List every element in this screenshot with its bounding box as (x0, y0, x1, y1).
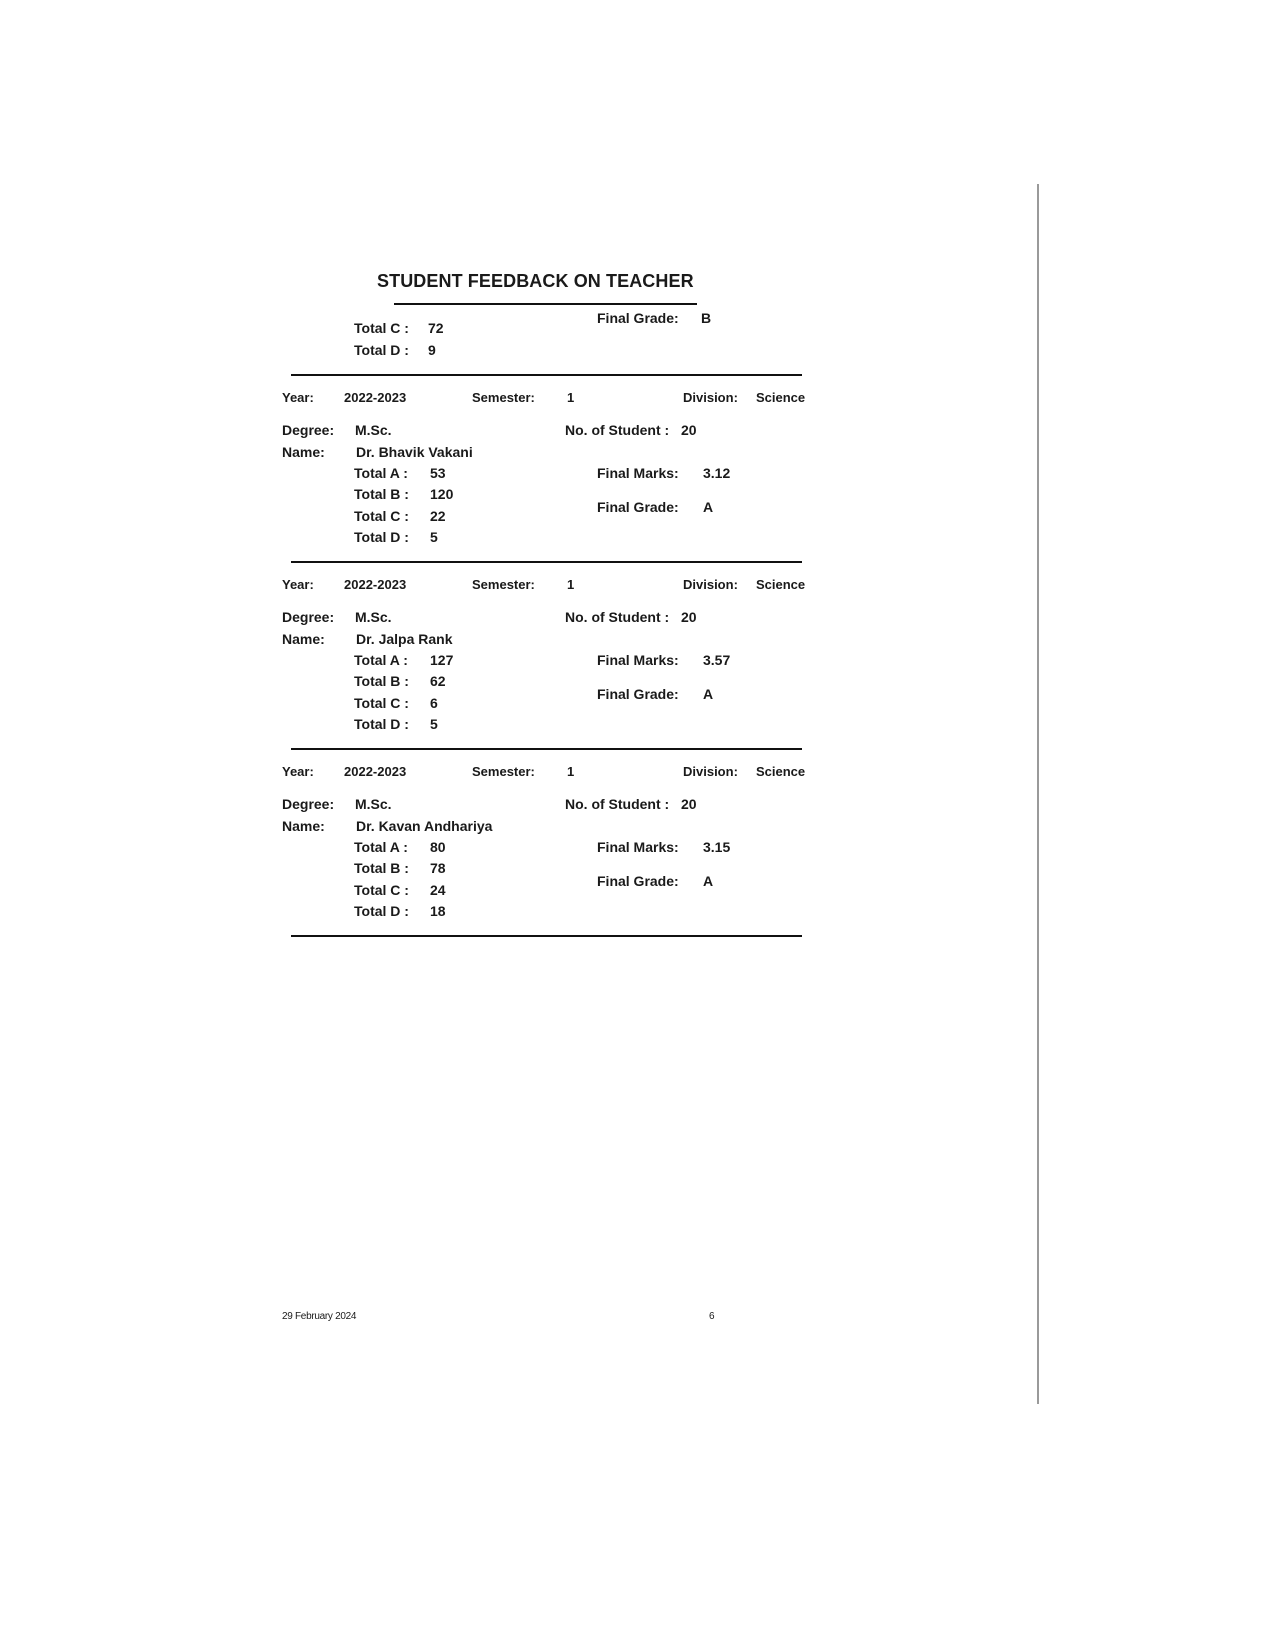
page-edge-divider (1037, 184, 1039, 1404)
total-a-value: 127 (430, 652, 454, 668)
total-b-label: Total B : (354, 486, 409, 502)
total-c-value: 6 (430, 695, 438, 711)
total-d-label: Total D : (354, 903, 409, 919)
total-d-value: 9 (428, 342, 436, 358)
year-value: 2022-2023 (344, 390, 407, 405)
name-label: Name: (282, 444, 325, 460)
total-d-value: 18 (430, 903, 446, 919)
semester-value: 1 (567, 577, 575, 592)
final-grade-value: B (701, 310, 712, 326)
semester-value: 1 (567, 390, 575, 405)
total-d-label: Total D : (354, 529, 409, 545)
total-b-value: 78 (430, 860, 446, 876)
record-separator (291, 374, 802, 376)
total-c-value: 24 (430, 882, 446, 898)
students-value: 20 (681, 422, 697, 438)
total-c-label: Total C : (354, 508, 409, 524)
teacher-name: Dr. Bhavik Vakani (356, 444, 473, 460)
total-a-label: Total A : (354, 652, 408, 668)
total-d-label: Total D : (354, 716, 409, 732)
total-a-value: 53 (430, 465, 446, 481)
total-d-label: Total D : (354, 342, 409, 358)
degree-value: M.Sc. (355, 609, 392, 625)
final-marks-label: Final Marks: (597, 465, 679, 481)
students-value: 20 (681, 796, 697, 812)
students-label: No. of Student : (565, 422, 670, 438)
division-value: Science (756, 764, 806, 779)
total-d-value: 5 (430, 716, 438, 732)
division-label: Division: (683, 577, 738, 592)
name-label: Name: (282, 818, 325, 834)
students-value: 20 (681, 609, 697, 625)
final-grade-label: Final Grade: (597, 310, 679, 326)
name-label: Name: (282, 631, 325, 647)
semester-label: Semester: (472, 390, 535, 405)
total-c-label: Total C : (354, 695, 409, 711)
final-grade-label: Final Grade: (597, 686, 679, 702)
students-label: No. of Student : (565, 609, 670, 625)
final-grade-label: Final Grade: (597, 499, 679, 515)
record-separator (291, 748, 802, 750)
division-value: Science (756, 577, 806, 592)
degree-value: M.Sc. (355, 796, 392, 812)
report-title: STUDENT FEEDBACK ON TEACHER (377, 271, 694, 291)
year-label: Year: (282, 390, 314, 405)
final-marks-label: Final Marks: (597, 652, 679, 668)
total-b-value: 62 (430, 673, 446, 689)
footer-page-number: 6 (709, 1311, 715, 1322)
total-b-value: 120 (430, 486, 454, 502)
final-grade-value: A (703, 873, 714, 889)
division-label: Division: (683, 390, 738, 405)
division-value: Science (756, 390, 806, 405)
year-label: Year: (282, 577, 314, 592)
total-a-value: 80 (430, 839, 446, 855)
final-marks-value: 3.57 (703, 652, 731, 668)
total-c-value: 72 (428, 320, 444, 336)
title-underline (394, 303, 697, 305)
final-grade-value: A (703, 686, 714, 702)
total-a-label: Total A : (354, 839, 408, 855)
record-separator (291, 561, 802, 563)
total-d-value: 5 (430, 529, 438, 545)
degree-label: Degree: (282, 796, 335, 812)
final-marks-value: 3.12 (703, 465, 731, 481)
total-b-label: Total B : (354, 673, 409, 689)
final-grade-label: Final Grade: (597, 873, 679, 889)
total-a-label: Total A : (354, 465, 408, 481)
division-label: Division: (683, 764, 738, 779)
degree-label: Degree: (282, 609, 335, 625)
degree-label: Degree: (282, 422, 335, 438)
total-c-label: Total C : (354, 320, 409, 336)
total-c-label: Total C : (354, 882, 409, 898)
year-value: 2022-2023 (344, 764, 407, 779)
final-marks-label: Final Marks: (597, 839, 679, 855)
final-marks-value: 3.15 (703, 839, 731, 855)
year-label: Year: (282, 764, 314, 779)
semester-label: Semester: (472, 764, 535, 779)
final-grade-value: A (703, 499, 714, 515)
total-b-label: Total B : (354, 860, 409, 876)
teacher-name: Dr. Jalpa Rank (356, 631, 453, 647)
teacher-name: Dr. Kavan Andhariya (356, 818, 493, 834)
total-c-value: 22 (430, 508, 446, 524)
record-separator (291, 935, 802, 937)
footer-date: 29 February 2024 (282, 1311, 357, 1322)
year-value: 2022-2023 (344, 577, 407, 592)
students-label: No. of Student : (565, 796, 670, 812)
semester-label: Semester: (472, 577, 535, 592)
degree-value: M.Sc. (355, 422, 392, 438)
semester-value: 1 (567, 764, 575, 779)
